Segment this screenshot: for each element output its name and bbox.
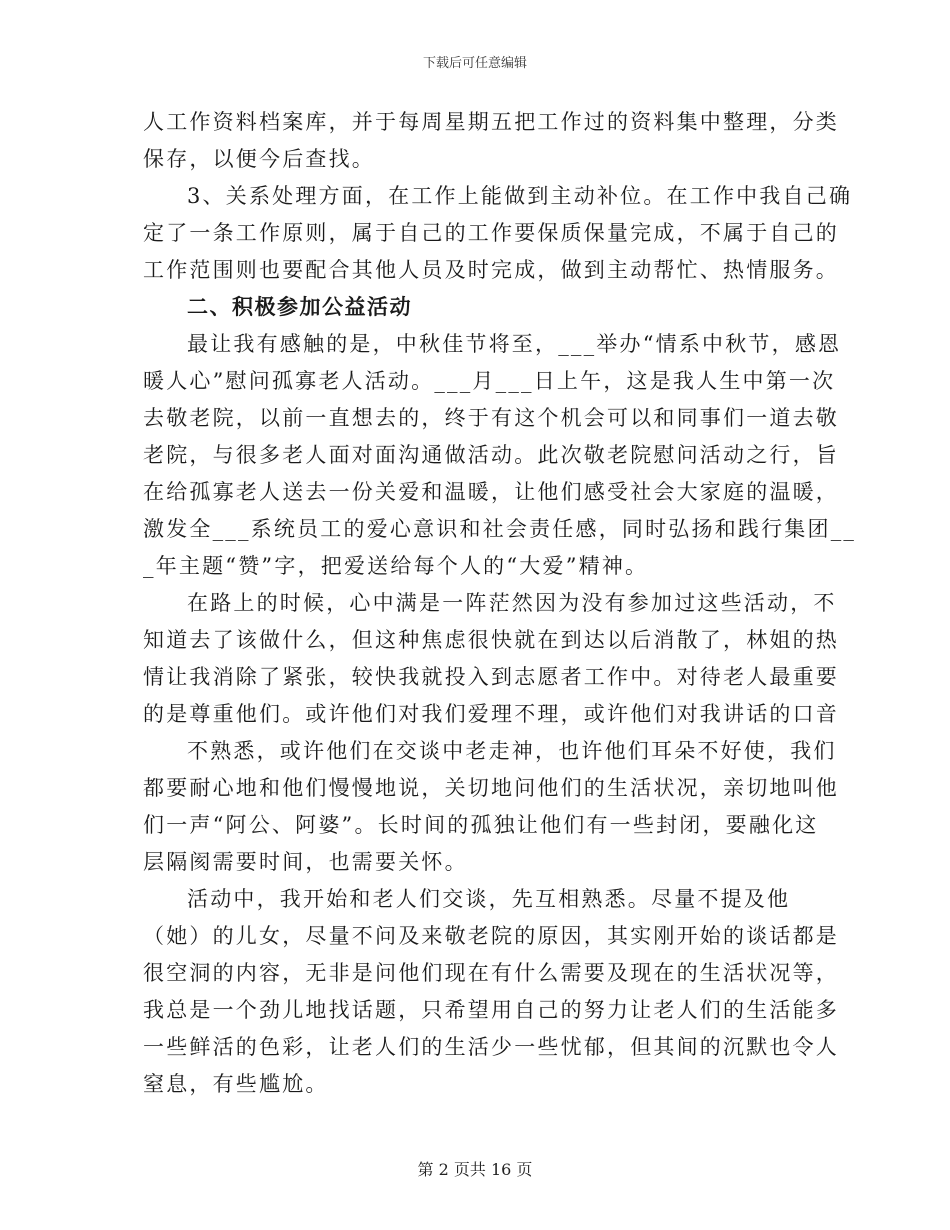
paragraph-line: 不熟悉，或许他们在交谈中老走神，也许他们耳朵不好使，我们 [187,739,837,763]
paragraph-line: 们一声“阿公、阿婆”。长时间的孤独让他们有一些封闭，要融化这 [143,813,819,837]
paragraph-line: 去敬老院，以前一直想去的，终于有这个机会可以和同事们一道去敬 [143,406,839,430]
paragraph-line: 知道去了该做什么，但这种焦虑很快就在到达以后消散了，林姐的热 [143,628,839,652]
paragraph-line: 的是尊重他们。或许他们对我们爱理不理，或许他们对我讲话的口音 [143,702,839,726]
paragraph-line: 人工作资料档案库，并于每周星期五把工作过的资料集中整理，分类 [143,110,839,134]
paragraph-line: （她）的儿女，尽量不问及来敬老院的原因，其实刚开始的谈话都是 [143,924,839,948]
paragraph-line: 活动中，我开始和老人们交谈，先互相熟悉。尽量不提及他 [187,887,791,911]
paragraph-line: 层隔阂需要时间，也需要关怀。 [143,850,468,874]
paragraph-line: 老院，与很多老人面对面沟通做活动。此次敬老院慰问活动之行，旨 [143,443,839,467]
paragraph-line: 最让我有感触的是，中秋佳节将至，___举办“情系中秋节，感恩 [187,332,842,356]
paragraph-line: 在路上的时候，心中满是一阵茫然因为没有参加过这些活动，不 [187,591,837,615]
paragraph-line: 保存，以便今后查找。 [143,147,375,171]
paragraph-line: 很空洞的内容，无非是问他们现在有什么需要及现在的生活状况等， [143,961,839,985]
paragraph-line: 激发全___系统员工的爱心意识和社会责任感，同时弘扬和践行集团__ [143,517,857,541]
paragraph-line: 工作范围则也要配合其他人员及时完成，做到主动帮忙、热情服务。 [143,258,839,282]
paragraph-line: 都要耐心地和他们慢慢地说，关切地问他们的生活状况，亲切地叫他 [143,776,839,800]
page-number: 第 2 页共 16 页 [417,1160,533,1179]
paragraph-line: 窒息，有些尴尬。 [143,1072,329,1096]
paragraph-line: _年主题“赞”字，把爱送给每个人的“大爱”精神。 [143,554,649,578]
paragraph-line: 一些鲜活的色彩，让老人们的生活少一些忧郁，但其间的沉默也令人 [143,1035,839,1059]
page-header: 下载后可任意编辑 [422,56,527,71]
paragraph-line: 我总是一个劲儿地找话题，只希望用自己的努力让老人们的生活能多 [143,998,839,1022]
paragraph-line: 暖人心”慰问孤寡老人活动。___月___日上午，这是我人生中第一次 [143,369,836,393]
paragraph-line: 3、关系处理方面，在工作上能做到主动补位。在工作中我自己确 [187,184,853,208]
paragraph-line: 定了一条工作原则，属于自己的工作要保质保量完成，不属于自己的 [143,221,839,245]
section-heading: 二、积极参加公益活动 [187,295,412,319]
paragraph-line: 情让我消除了紧张，较快我就投入到志愿者工作中。对待老人最重要 [143,665,839,689]
paragraph-line: 在给孤寡老人送去一份关爱和温暖，让他们感受社会大家庭的温暖， [143,480,839,504]
document-body [143,104,857,1103]
